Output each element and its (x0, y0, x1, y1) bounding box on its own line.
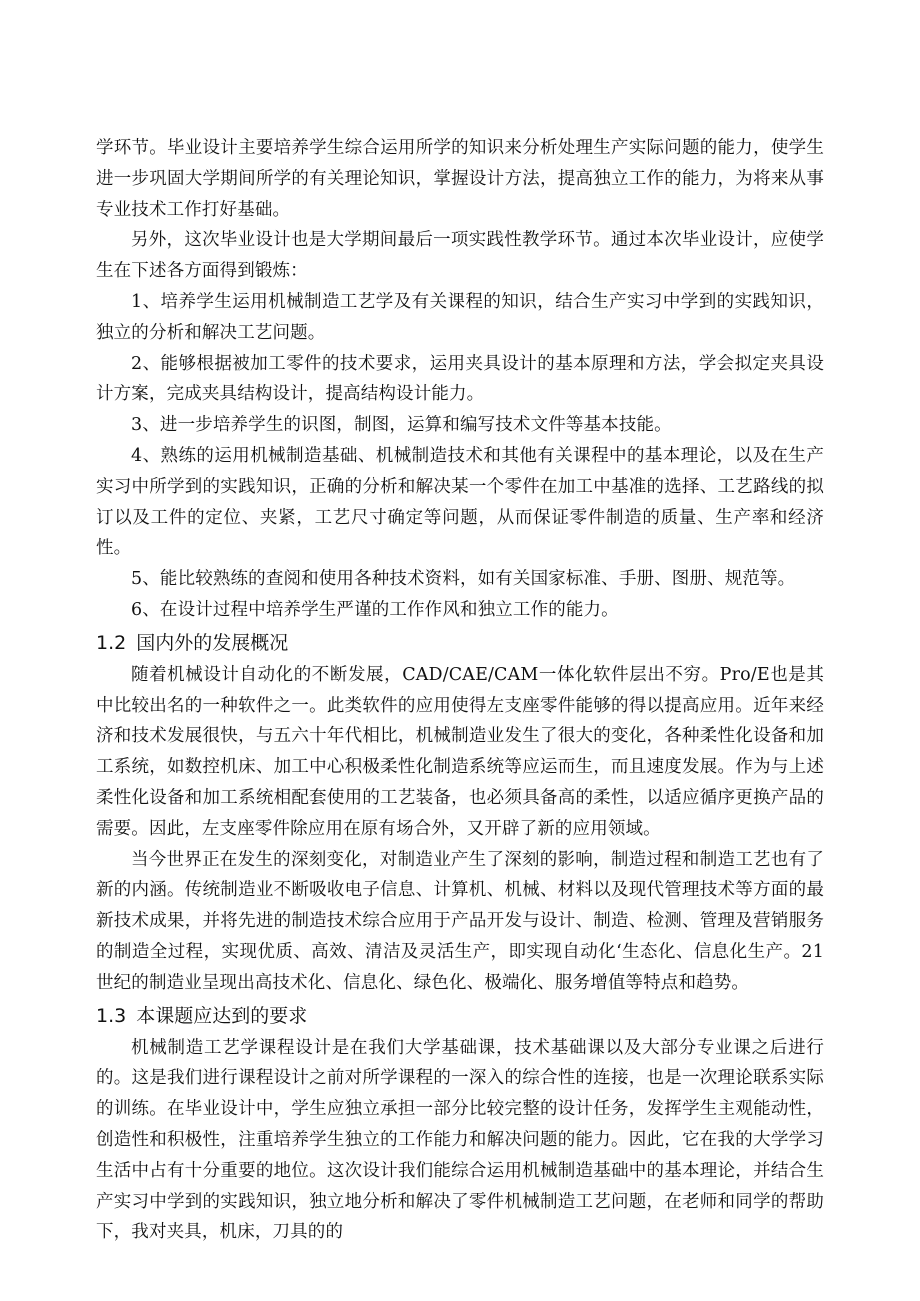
section-number: 1.3 (96, 1004, 127, 1027)
intro-paragraph-1: 学环节。毕业设计主要培养学生综合运用所学的知识来分析处理生产实际问题的能力，使学生进一步巩固大学期间所学的有关理论知识，掌握设计方法，提高独立工作的能力，为将来从事专业技术工作打好基础。 (96, 138, 824, 220)
section-title: 本课题应达到的要求 (136, 1004, 308, 1027)
section-title: 国内外的发展概况 (136, 631, 289, 654)
section-1-3-paragraph-1: 机械制造工艺学课程设计是在我们大学基础课，技术基础课以及大部分专业课之后进行的。这是我们进行课程设计之前对所学课程的一深入的综合性的连接，也是一次理论联系实际的训练。在毕业设计中，学生应独立承担一部分比较完整的设计任务，发挥学生主观能动性，创造性和积极性，注重培养学生独立的工作能力和解决问题的能力。因此，它在我的大学学习生活中占有十分重要的地位。这次设计我们能综合运用机械制造基础中的基本理论，并结合生产实习中学到的实践知识，独立地分析和解决了零件机械制造工艺问题，在老师和同学的帮助下，我对夹具，机床，刀具的的 (96, 1037, 824, 1243)
list-item-4: 4、熟练的运用机械制造基础、机械制造技术和其他有关课程中的基本理论，以及在生产实习中所学到的实践知识，正确的分析和解决某一个零件在加工中基准的选择、工艺路线的拟订以及工件的定位、夹紧，工艺尺寸确定等问题，从而保证零件制造的质量、生产率和经济性。 (96, 445, 824, 559)
list-item-6: 6、在设计过程中培养学生严谨的工作作风和独立工作的能力。 (131, 599, 619, 620)
section-heading-1-3 (96, 999, 824, 1033)
list-item-1: 1、培养学生运用机械制造工艺学及有关课程的知识，结合生产实习中学到的实践知识，独立的分析和解决工艺问题。 (96, 291, 824, 343)
list-item-2: 2、能够根据被加工零件的技术要求，运用夹具设计的基本原理和方法，学会拟定夹具设计方案，完成夹具结构设计，提高结构设计能力。 (96, 353, 824, 405)
section-heading-1-2 (96, 626, 824, 660)
section-1-2-paragraph-2: 当今世界正在发生的深刻变化，对制造业产生了深刻的影响，制造过程和制造工艺也有了新的内涵。传统制造业不断吸收电子信息、计算机、机械、材料以及现代管理技术等方面的最新技术成果，并将先进的制造技术综合应用于产品开发与设计、制造、检测、管理及营销服务的制造全过程，实现优质、高效、清洁及灵活生产，即实现自动化‘生态化、信息化生产。21世纪的制造业呈现出高技术化、信息化、绿色化、极端化、服务增值等特点和趋势。 (96, 849, 824, 993)
list-item-3: 3、进一步培养学生的识图，制图，运算和编写技术文件等基本技能。 (131, 415, 672, 436)
list-item-5: 5、能比较熟练的查阅和使用各种技术资料，如有关国家标准、手册、图册、规范等。 (131, 569, 796, 590)
section-number: 1.2 (96, 631, 127, 654)
document-page (96, 133, 824, 1248)
section-1-2-paragraph-1: 随着机械设计自动化的不断发展，CAD/CAE/CAM一体化软件层出不穷。Pro/E也是其中比较出名的一种软件之一。此类软件的应用使得左支座零件能够的得以提高应用。近年来经济和技术发展很快，与五六十年代相比，机械制造业发生了很大的变化，各种柔性化设备和加工系统，如数控机床、加工中心积极柔性化制造系统等应运而生，而且速度发展。作为与上述柔性化设备和加工系统相配套使用的工艺装备，也必须具备高的柔性，以适应循序更换产品的需要。因此，左支座零件除应用在原有场合外，又开辟了新的应用领域。 (96, 664, 824, 839)
intro-paragraph-2: 另外，这次毕业设计也是大学期间最后一项实践性教学环节。通过本次毕业设计，应使学生在下述各方面得到锻炼： (96, 230, 824, 282)
